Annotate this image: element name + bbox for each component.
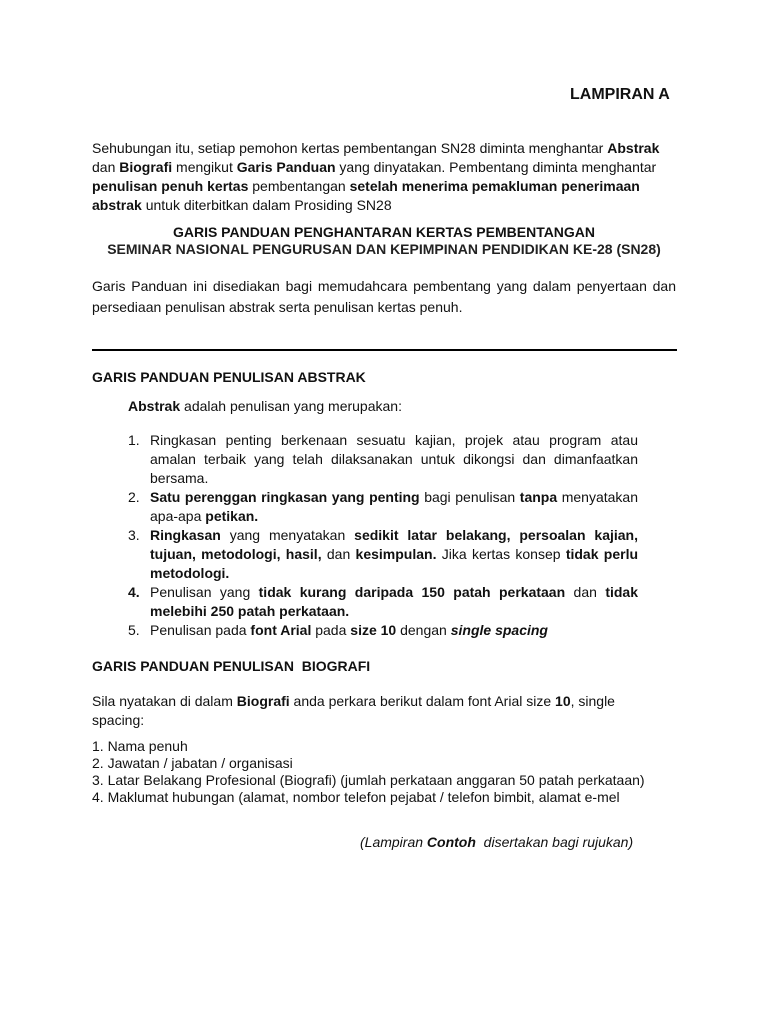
list-number: 4. [128,584,140,600]
list-text: menyatakan apa-apa [150,489,638,524]
list-text: pada [311,622,351,638]
intro-biografi: Biografi [119,159,173,175]
list-text: single spacing [450,622,548,638]
list-text: Satu perenggan ringkasan yang penting [150,489,420,505]
list-text: dengan [396,622,451,638]
lampiran-heading: LAMPIRAN A [570,86,670,103]
bio-lead-text: Sila nyatakan di dalam [92,693,237,709]
section-divider [92,349,677,351]
intro-text: yang dinyatakan. Pembentang diminta menghantar [335,159,657,175]
list-text: tidak melebihi 250 patah perkataan. [150,584,638,619]
intro-garis-panduan: Garis Panduan [236,159,336,175]
list-text: sedikit latar belakang, persoalan kajian, tujuan, metodologi, hasil, [150,527,638,562]
intro-setelah: setelah menerima pemakluman penerimaan abstrak [92,178,640,213]
list-number: 2. [128,489,140,505]
bio-lead-size: 10 [555,693,571,709]
list-text: tidak kurang daripada 150 patah perkataan [258,584,566,600]
abstract-lead [128,398,402,414]
abstract-heading: GARIS PANDUAN PENULISAN ABSTRAK [92,369,366,385]
biografi-heading: GARIS PANDUAN PENULISAN BIOGRAFI [92,658,371,674]
list-text: dan [321,546,356,562]
intro-abstrak: Abstrak [607,140,660,156]
list-text: Penulisan yang [150,584,259,600]
bio-lead-biografi: Biografi [236,693,290,709]
list-number: 5. [128,622,140,638]
list-text: yang menyatakan [220,527,355,543]
list-text: dan [565,584,606,600]
list-text: size 10 [350,622,397,638]
list-item [128,583,638,621]
list-text: Jika kertas konsep [436,546,566,562]
bio-lead-text: anda perkara berikut dalam font Arial size [289,693,556,709]
intro-text: pembentangan [248,178,350,194]
intro-text: Sehubungan itu, setiap pemohon kertas pembentangan SN28 diminta menghantar [92,140,608,156]
list-text: tanpa [519,489,558,505]
list-text: Ringkasan penting berkenaan sesuatu kajian, projek atau program atau amalan terbaik yang telah dilaksanakan untuk dikongsi dan dimanfaatkan bersama. [150,432,638,486]
list-number: 3. [128,527,140,543]
list-item [128,488,638,526]
intro-text: mengikut [172,159,237,175]
list-text: tidak perlu metodologi. [150,546,639,581]
list-number: 1. [128,432,140,448]
abstract-list [128,431,638,640]
list-text: font Arial [250,622,312,638]
list-item: 1. Nama penuh [92,738,188,754]
note-text: disertakan bagi rujukan) [475,834,634,850]
biografi-list [92,738,645,806]
list-item [128,621,638,640]
note-contoh: Contoh [426,834,476,850]
intro-penulisan-penuh: penulisan penuh kertas [92,178,249,194]
intro-text: untuk diterbitkan dalam Prosiding SN28 [141,197,392,213]
list-text: petikan. [205,508,259,524]
list-item [128,431,638,488]
guide-title [92,224,676,258]
list-text: Ringkasan [150,527,221,543]
list-text: kesimpulan. [355,546,437,562]
list-text: Penulisan pada [150,622,251,638]
intro-text: dan [92,159,120,175]
list-item [128,526,638,583]
guide-title-line1: GARIS PANDUAN PENGHANTARAN KERTAS PEMBENTANGAN [172,224,596,240]
list-text: bagi penulisan [419,489,520,505]
note-text: (Lampiran [360,834,427,850]
guide-title-line2: SEMINAR NASIONAL PENGURUSAN DAN KEPIMPINAN PENDIDIKAN KE-28 (SN28) [107,241,661,257]
list-item: 4. Maklumat hubungan (alamat, nombor telefon pejabat / telefon bimbit, alamat e-mel [92,789,620,805]
biografi-lead [92,692,652,730]
list-item: 2. Jawatan / jabatan / organisasi [92,755,293,771]
abstract-lead-text: adalah penulisan yang merupakan: [180,398,402,414]
intro-paragraph [92,139,672,215]
abstract-lead-bold: Abstrak [128,398,181,414]
reference-note [360,834,633,850]
list-item: 3. Latar Belakang Profesional (Biografi) (jumlah perkataan anggaran 50 patah perkataan) [92,772,645,788]
bio-lead-text: , single spacing: [92,693,615,728]
guide-description: Garis Panduan ini disediakan bagi memudahcara pembentang yang dalam penyertaan dan persediaan penulisan abstrak serta penulisan kertas penuh. [92,278,676,315]
